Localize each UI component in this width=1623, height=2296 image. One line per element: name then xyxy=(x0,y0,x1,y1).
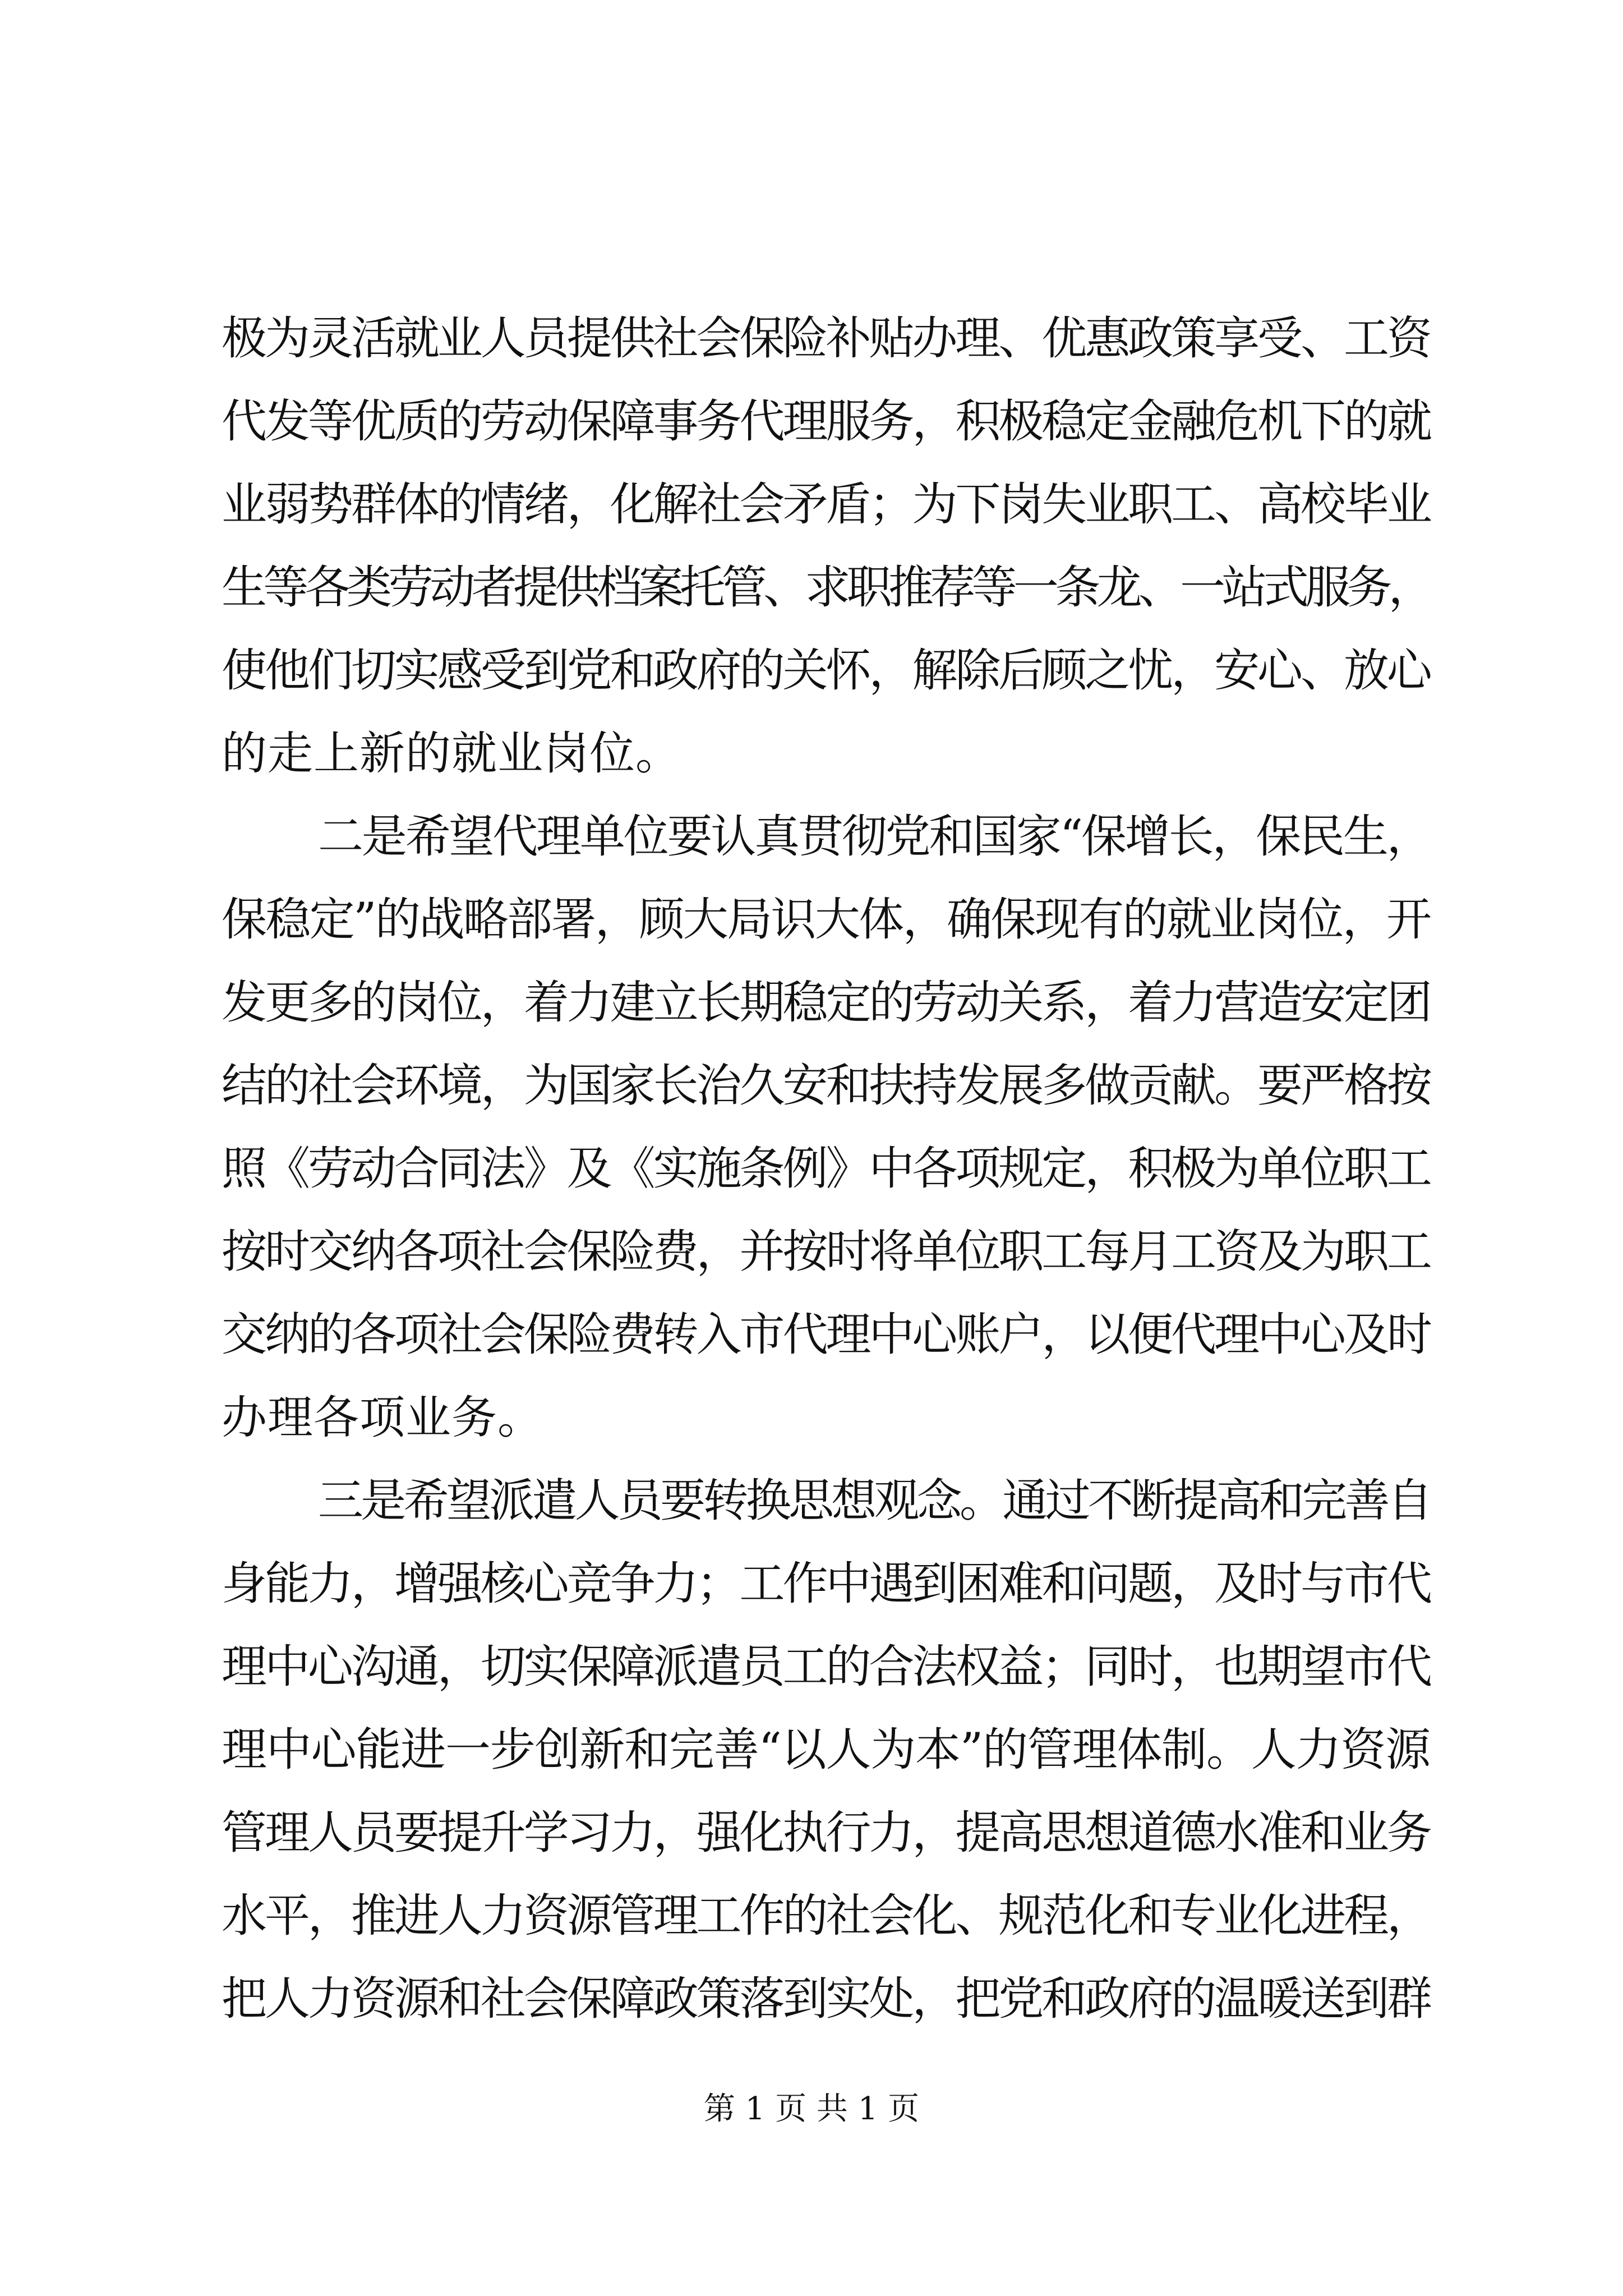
text-line: 管理人员要提升学习力，强化执行力，提高思想道德水准和业务 xyxy=(222,1807,1430,1860)
document-body xyxy=(222,297,1430,2041)
text-line: 的走上新的就业岗位。 xyxy=(222,728,682,780)
text-line: 极为灵活就业人员提供社会保险补贴办理、优惠政策享受、工资 xyxy=(222,312,1430,365)
text-line: 生等各类劳动者提供档案托管、求职推荐等一条龙、一站式服务， xyxy=(222,562,1430,614)
text-line: 身能力，增强核心竞争力；工作中遇到困难和问题，及时与市代 xyxy=(222,1558,1430,1611)
text-line: 结的社会环境，为国家长治久安和扶持发展多做贡献。要严格按 xyxy=(222,1060,1430,1112)
text-line: 二是希望代理单位要认真贯彻党和国家“保增长，保民生， xyxy=(318,811,1431,863)
text-line: 办理各项业务。 xyxy=(222,1392,544,1444)
text-line: 照《劳动合同法》及《实施条例》中各项规定，积极为单位职工 xyxy=(222,1143,1430,1195)
text-line: 理中心沟通，切实保障派遣员工的合法权益；同时，也期望市代 xyxy=(222,1641,1430,1694)
text-line: 代发等优质的劳动保障事务代理服务，积极稳定金融危机下的就 xyxy=(222,395,1430,448)
text-line: 业弱势群体的情绪，化解社会矛盾；为下岗失业职工、高校毕业 xyxy=(222,478,1430,531)
text-line: 交纳的各项社会保险费转入市代理中心账户，以便代理中心及时 xyxy=(222,1309,1430,1361)
text-line: 水平，推进人力资源管理工作的社会化、规范化和专业化进程， xyxy=(222,1890,1430,1943)
text-line: 按时交纳各项社会保险费，并按时将单位职工每月工资及为职工 xyxy=(222,1226,1430,1278)
text-line: 保稳定”的战略部署，顾大局识大体，确保现有的就业岗位，开 xyxy=(222,894,1431,946)
text-line: 把人力资源和社会保障政策落到实处，把党和政府的温暖送到群 xyxy=(222,1973,1430,2026)
text-line: 理中心能进一步创新和完善“以人为本”的管理体制。人力资源 xyxy=(222,1724,1430,1777)
text-line: 使他们切实感受到党和政府的关怀，解除后顾之忧，安心、放心 xyxy=(222,645,1430,697)
page-footer: 第 1 页 共 1 页 xyxy=(703,2091,920,2127)
text-line: 三是希望派遣人员要转换思想观念。通过不断提高和完善自 xyxy=(318,1475,1431,1527)
text-line: 发更多的岗位，着力建立长期稳定的劳动关系，着力营造安定团 xyxy=(222,977,1430,1029)
